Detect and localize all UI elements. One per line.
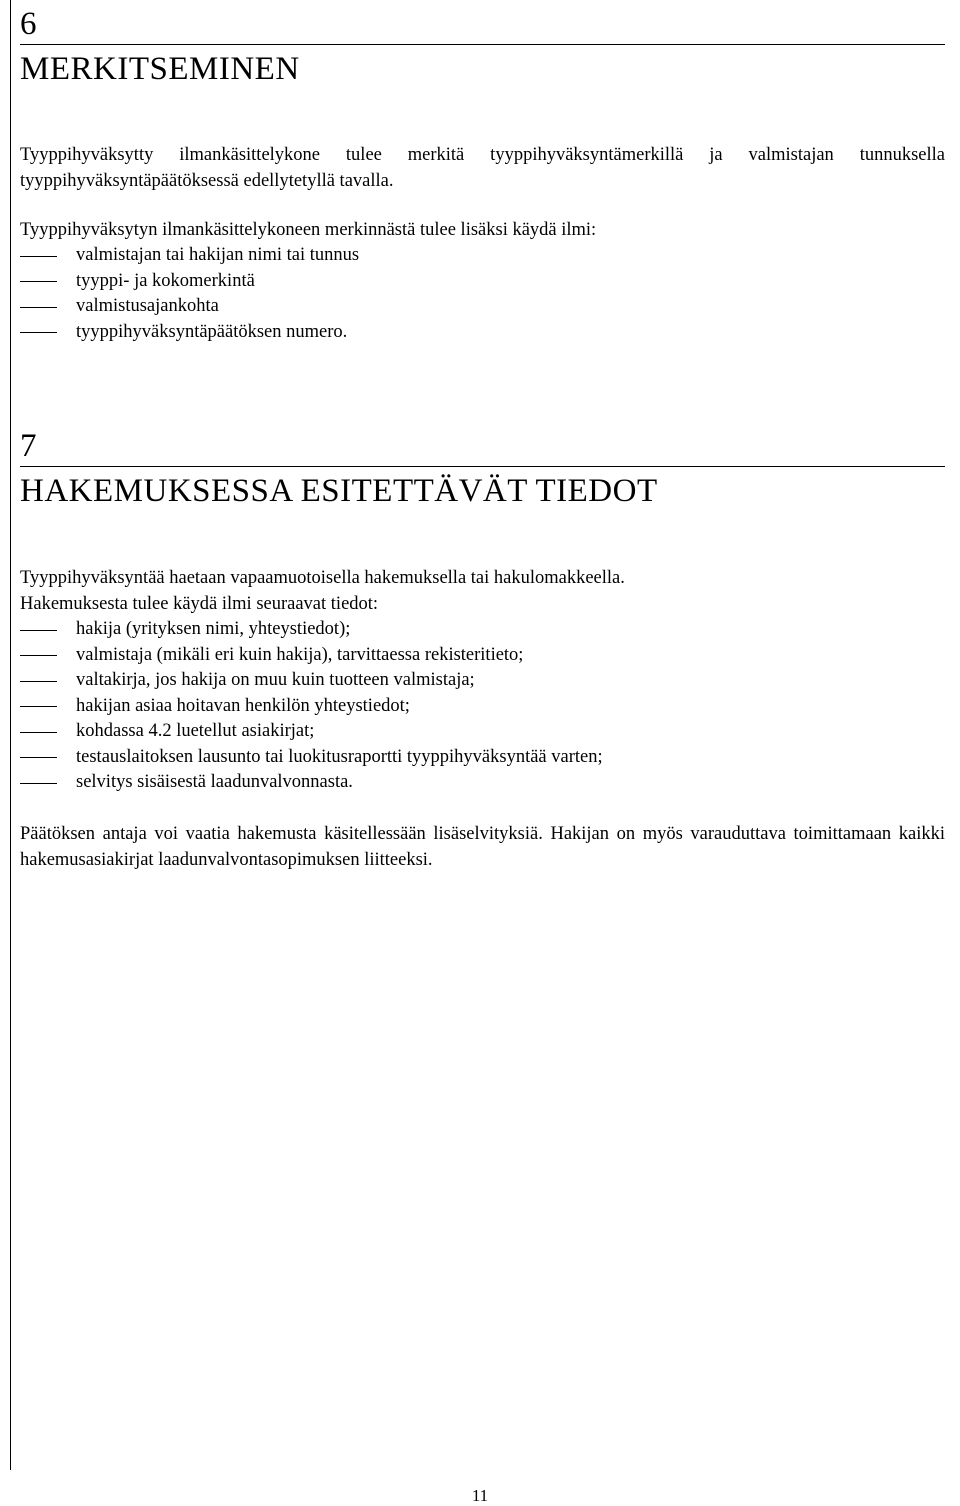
dash-bullet (20, 281, 57, 282)
list-item: kohdassa 4.2 luetellut asiakirjat; (20, 719, 945, 745)
paragraph-line: Tyyppihyväksyntää haetaan vapaamuotoisella hakemuksella tai hakulomakkeella. (20, 568, 625, 588)
section-title: MERKITSEMINEN (20, 51, 300, 87)
paragraph: Tyyppihyväksytyn ilmankäsittelykoneen merkinnästä tulee lisäksi käydä ilmi: (20, 220, 597, 240)
section-rule (20, 466, 945, 467)
section-6-list-block (20, 217, 945, 345)
section-rule (20, 44, 945, 45)
dash-bullet (20, 706, 57, 707)
bullet-list (20, 617, 945, 796)
section-7 (20, 426, 945, 511)
dash-bullet (20, 681, 57, 682)
page-left-border (10, 0, 11, 1470)
list-item: valmistaja (mikäli eri kuin hakija), tarvittaessa rekisteritieto; (20, 643, 945, 669)
section-number: 7 (20, 428, 37, 464)
paragraph: Päätöksen antaja voi vaatia hakemusta käsitellessään lisäselvityksiä. Hakijan on myös varauduttava toimittamaan kaikki hakemusasiakirjat laadunvalvontasopimuksen liitteeksi. (20, 824, 945, 870)
list-item: selvitys sisäisestä laadunvalvonnasta. (20, 770, 945, 796)
list-item: tyyppi- ja kokomerkintä (20, 269, 945, 295)
list-item: valmistajan tai hakijan nimi tai tunnus (20, 243, 945, 269)
dash-bullet (20, 757, 57, 758)
list-item: tyyppihyväksyntäpäätöksen numero. (20, 320, 945, 346)
section-7-closing (20, 821, 945, 873)
dash-bullet (20, 307, 57, 308)
list-item: valmistusajankohta (20, 294, 945, 320)
dash-bullet (20, 630, 57, 631)
dash-bullet (20, 256, 57, 257)
dash-bullet (20, 655, 57, 656)
dash-bullet (20, 332, 57, 333)
list-item: hakija (yrityksen nimi, yhteystiedot); (20, 617, 945, 643)
bullet-list (20, 243, 945, 345)
list-item: hakijan asiaa hoitavan henkilön yhteystiedot; (20, 694, 945, 720)
list-item: valtakirja, jos hakija on muu kuin tuotteen valmistaja; (20, 668, 945, 694)
section-title: HAKEMUKSESSA ESITETTÄVÄT TIEDOT (20, 473, 658, 509)
section-6-body (20, 142, 945, 194)
paragraph-line: Hakemuksesta tulee käydä ilmi seuraavat tiedot: (20, 594, 379, 614)
section-6 (20, 4, 945, 89)
section-7-body (20, 565, 945, 796)
dash-bullet (20, 783, 57, 784)
paragraph: Tyyppihyväksytty ilmankäsittelykone tulee merkitä tyyppihyväksyntämerkillä ja valmistajan tunnuksella tyyppihyväksyntäpäätöksessä edellytetyllä tavalla. (20, 145, 945, 191)
list-item: testauslaitoksen lausunto tai luokitusraportti tyyppihyväksyntää varten; (20, 745, 945, 771)
page-number: 11 (471, 1486, 489, 1505)
dash-bullet (20, 732, 57, 733)
section-number: 6 (20, 6, 37, 42)
